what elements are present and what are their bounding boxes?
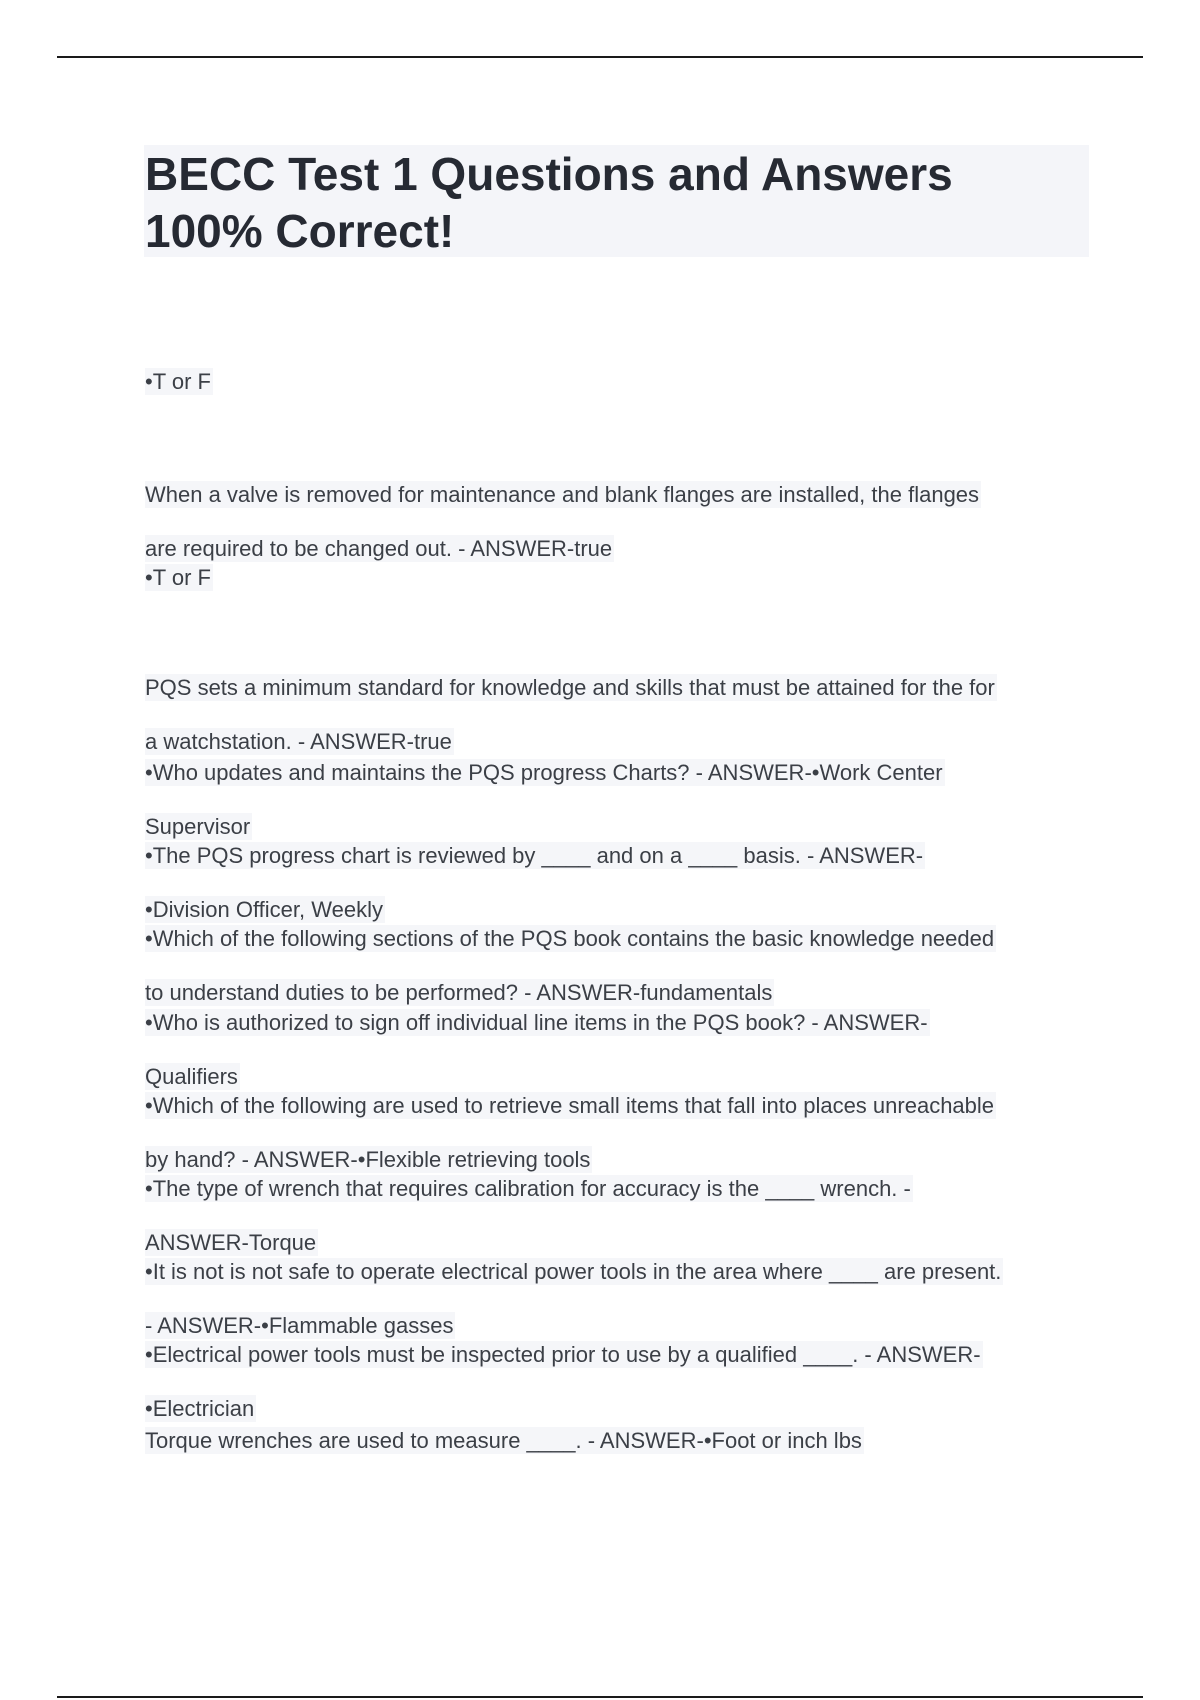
qa-line: - ANSWER-•Flammable gasses [145, 1313, 454, 1338]
qa-line: •Who is authorized to sign off individual line items in the PQS book? - ANSWER- [145, 1010, 928, 1035]
title-line-1: BECC Test 1 Questions and Answers [145, 148, 953, 200]
qa-line: •T or F [145, 565, 211, 590]
qa-line: to understand duties to be performed? - ANSWER-fundamentals [145, 980, 773, 1005]
qa-line: Torque wrenches are used to measure ____. - ANSWER-•Foot or inch lbs [145, 1428, 862, 1453]
qa-line: •Which of the following sections of the PQS book contains the basic knowledge needed [145, 926, 995, 951]
qa-item [145, 341, 213, 395]
qa-line: •It is not is not safe to operate electrical power tools in the area where ____ are present. [145, 1259, 1002, 1284]
qa-line: are required to be changed out. - ANSWER-true [145, 536, 613, 561]
qa-line: a watchstation. - ANSWER-true [145, 729, 452, 754]
qa-line: •Which of the following are used to retrieve small items that fall into places unreachable [145, 1093, 995, 1118]
qa-line: •T or F [145, 369, 211, 394]
qa-line: When a valve is removed for maintenance and blank flanges are installed, the flanges [145, 482, 980, 507]
document-title [145, 146, 1085, 260]
qa-item [145, 1400, 864, 1454]
qa-line: •Electrician [145, 1396, 255, 1421]
qa-line: ANSWER-Torque [145, 1230, 317, 1255]
qa-line: •The type of wrench that requires calibration for accuracy is the ____ wrench. - [145, 1176, 911, 1201]
qa-item [145, 537, 213, 591]
bottom-rule [57, 1696, 1143, 1698]
title-line-2: 100% Correct! [145, 205, 455, 257]
qa-line: Qualifiers [145, 1064, 238, 1089]
qa-line: •The PQS progress chart is reviewed by ____ and on a ____ basis. - ANSWER- [145, 843, 924, 868]
qa-line: •Electrical power tools must be inspected prior to use by a qualified ____. - ANSWER- [145, 1342, 981, 1367]
qa-line: PQS sets a minimum standard for knowledge and skills that must be attained for the for [145, 675, 995, 700]
qa-line: by hand? - ANSWER-•Flexible retrieving tools [145, 1147, 591, 1172]
qa-line: •Division Officer, Weekly [145, 897, 383, 922]
qa-item [145, 454, 981, 562]
qa-line: •Who updates and maintains the PQS progress Charts? - ANSWER-•Work Center [145, 760, 943, 785]
top-rule [57, 56, 1143, 58]
qa-line: Supervisor [145, 814, 251, 839]
